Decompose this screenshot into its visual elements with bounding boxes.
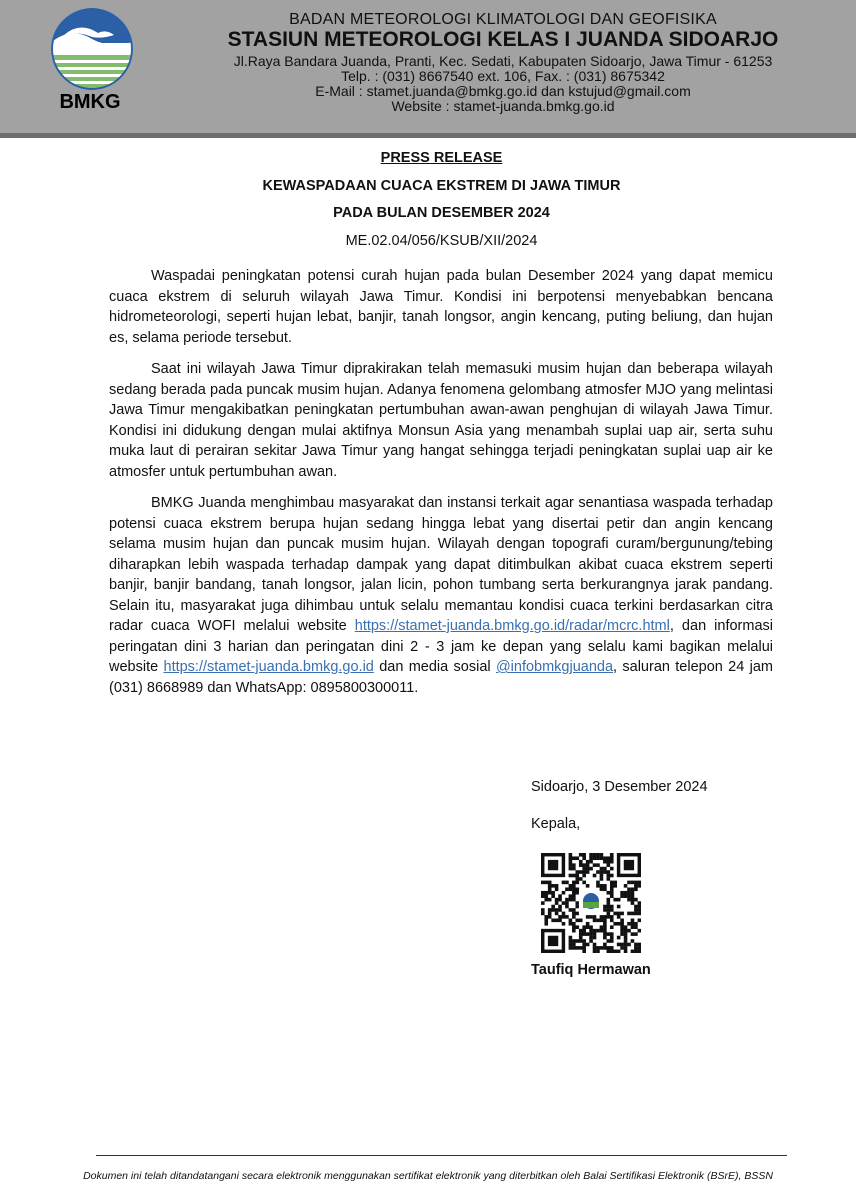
bmkg-logo [40,5,150,127]
paragraph-2: Saat ini wilayah Jawa Timur diprakirakan telah memasuki musim hujan dan beberapa wilayah sedang berada pada puncak musim hujan. Adanya fenomena gelombang atmosfer MJO yang melintasi Jawa Timur mengakibatkan peningkatan pertumbuhan awan-awan penghujan di wilayah Jawa Timur. Kondisi ini didukung dengan mulai aktifnya Monsun Asia yang menambah suplai uap air, serta suhu muka laut di perairan sekitar Jawa Timur yang hangat sehingga terjadi peningkatan suplai uap air ke atmosfer untuk pertumbuhan awan. [109,361,773,480]
paragraph-1: Waspadai peningkatan potensi curah hujan pada bulan Desember 2024 yang dapat memicu cuaca ekstrem di seluruh wilayah Jawa Timur. Kondisi ini berpotensi menyebabkan bencana hidrometeorologi, seperti hujan lebat, banjir, tanah longsor, angin kencang, puting beliung, dan hujan es, selama periode tersebut. [109,268,773,346]
paragraph-3-text-3: dan media sosial [373,659,496,675]
signer-name: Taufiq Hermawan [531,962,651,978]
press-release-body [109,266,773,709]
station-address: Jl.Raya Bandara Juanda, Pranti, Kec. Sedati, Kabupaten Sidoarjo, Jawa Timur - 61253 [233,53,773,69]
qr-code-icon [541,853,641,953]
paragraph-3-text-4: , saluran telepon 24 jam (031) 8668989 dan WhatsApp: 0895800300011. [109,659,773,696]
website-link[interactable]: https://stamet-juanda.bmkg.go.id [163,659,374,675]
logo-text: BMKG [59,91,121,113]
agency-name: BADAN METEOROLOGI KLIMATOLOGI DAN GEOFISIKA [289,11,717,28]
station-name: STASIUN METEOROLOGI KELAS I JUANDA SIDOARJO [227,28,779,51]
paragraph-3 [109,493,773,698]
footer-divider [96,1155,787,1156]
paragraph-3-text-2: , dan informasi peringatan dini 3 harian dan peringatan dini 2 - 3 jam ke depan yang selalu kami bagikan melalui website [109,618,773,675]
bmkg-emblem-icon [40,5,144,91]
e-signature-note: Dokumen ini telah ditandatangani secara elektronik menggunakan sertifikat elektronik yang diterbitkan oleh Balai Sertifikasi Elektronik (BSrE), BSSN [83,1170,773,1182]
qr-code-graphic [541,853,641,953]
headline-line-1: KEWASPADAAN CUACA EKSTREM DI JAWA TIMUR [262,178,621,194]
station-email: E-Mail : stamet.juanda@bmkg.go.id dan kstujud@gmail.com [315,83,691,99]
reference-number: ME.02.04/056/KSUB/XII/2024 [345,233,538,249]
place-and-date: Sidoarjo, 3 Desember 2024 [531,779,708,795]
social-media-link[interactable]: @infobmkgjuanda [495,659,614,675]
letterhead [0,0,856,133]
paragraph-3-text-1: BMKG Juanda menghimbau masyarakat dan instansi terkait agar senantiasa waspada terhadap potensi cuaca ekstrem berupa hujan sedang hingga lebat yang disertai petir dan angin kencang selama musim hujan dan puncak musim hujan. Wilayah dengan topografi curam/bergunung/tebing diharapkan lebih waspada terhadap dampak yang dapat ditimbulkan akibat cuaca ekstrem seperti banjir, banjir bandang, tanah longsor, jalan licin, pohon tumbang serta berkurangnya jarak pandang. Selain itu, masyarakat juga dihimbau untuk selalu memantau kondisi cuaca terkini berdasarkan citra radar cuaca WOFI melalui website [109,495,773,634]
headline-line-2: PADA BULAN DESEMBER 2024 [333,205,550,221]
station-phone: Telp. : (031) 8667540 ext. 106, Fax. : (031) 8675342 [341,68,665,84]
signer-position: Kepala, [531,816,581,832]
station-website: Website : stamet-juanda.bmkg.go.id [391,98,615,114]
header-divider [0,133,856,138]
radar-link[interactable]: https://stamet-juanda.bmkg.go.id/radar/mcrc.html [354,618,670,634]
press-release-label: PRESS RELEASE [380,150,503,166]
